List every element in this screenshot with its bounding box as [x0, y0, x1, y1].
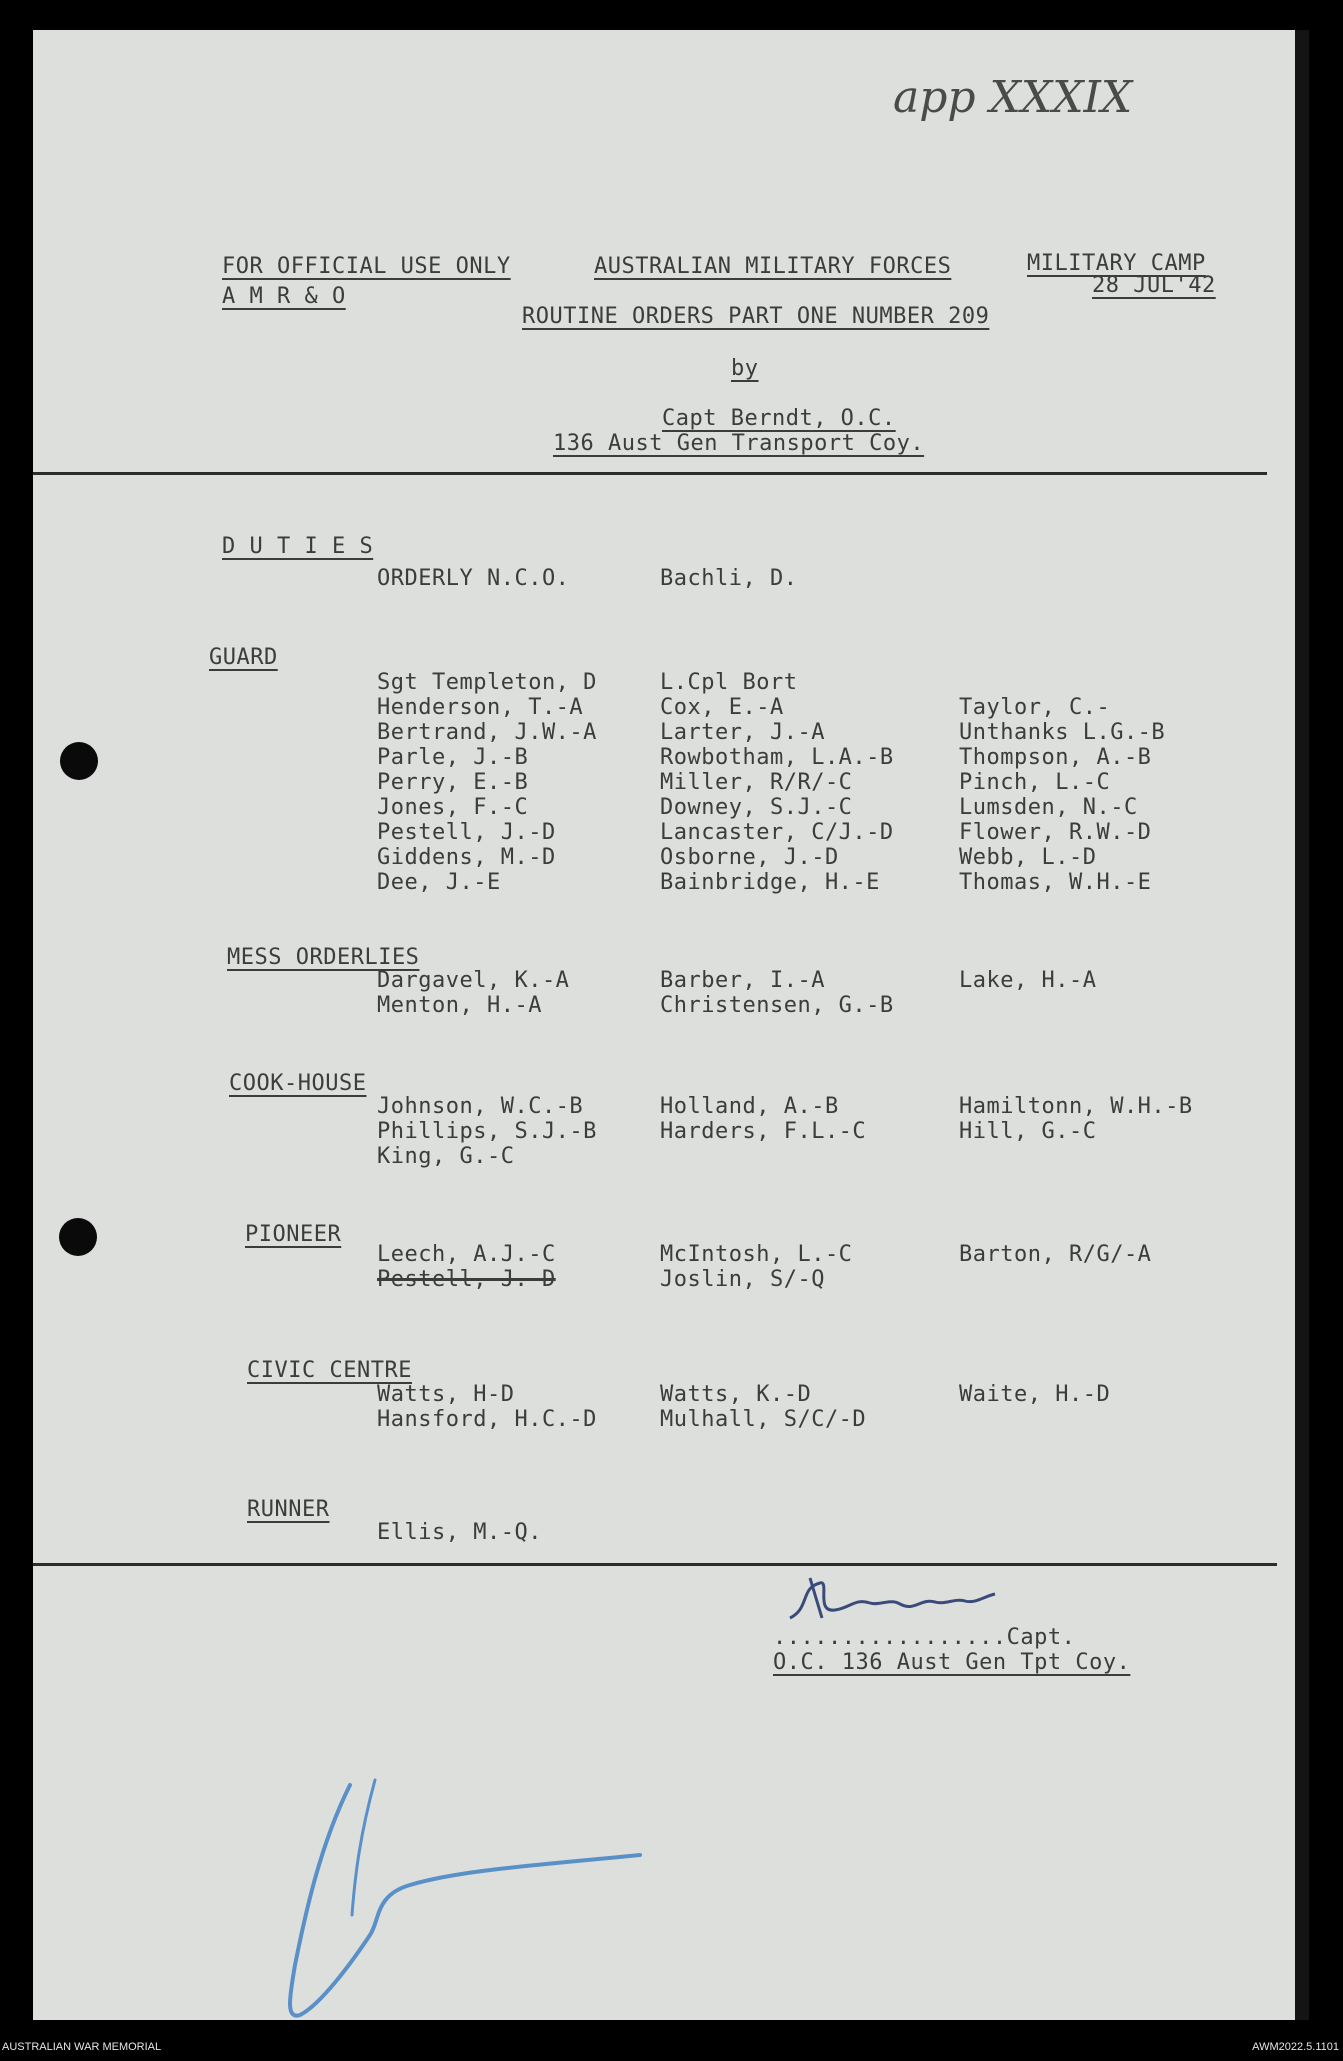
mess-orderlies-heading: MESS ORDERLIES — [227, 945, 420, 970]
list-item: Cox, E.-A — [660, 695, 784, 720]
list-item: Perry, E.-B — [377, 770, 529, 795]
orders-title: ROUTINE ORDERS PART ONE NUMBER 209 — [522, 304, 990, 329]
list-item: Bertrand, J.W.-A — [377, 720, 597, 745]
list-item: Henderson, T.-A — [377, 695, 584, 720]
handwritten-annotation: app XXXIX — [893, 72, 1133, 123]
punch-hole — [60, 742, 98, 780]
list-item: Sgt Templeton, D — [377, 670, 597, 695]
organisation-text: AUSTRALIAN MILITARY FORCES — [594, 254, 952, 279]
date-text: 28 JUL'42 — [1092, 273, 1216, 298]
footer-right: AWM2022.5.1101 — [1252, 2041, 1339, 2053]
code-text: A M R & O — [222, 284, 346, 309]
list-item: Unthanks L.G.-B — [959, 720, 1166, 745]
list-item: Phillips, S.J.-B — [377, 1119, 597, 1144]
officer-text: Capt Berndt, O.C. — [662, 406, 896, 431]
list-item: Leech, A.J.-C — [377, 1242, 556, 1267]
list-item: Johnson, W.C.-B — [377, 1094, 584, 1119]
page-edge — [1295, 30, 1309, 2020]
list-item: Pestell, J.-D — [377, 820, 556, 845]
list-item: Dargavel, K.-A — [377, 968, 570, 993]
orderly-name: Bachli, D. — [660, 566, 798, 591]
list-item: Hansford, H.C.-D — [377, 1407, 597, 1432]
list-item: Pinch, L.-C — [959, 770, 1111, 795]
list-item: Flower, R.W.-D — [959, 820, 1152, 845]
list-item: Barber, I.-A — [660, 968, 825, 993]
list-item: Lumsden, N.-C — [959, 795, 1138, 820]
pencil-mark — [280, 1765, 680, 2035]
list-item: Osborne, J.-D — [660, 845, 839, 870]
list-item: Barton, R/G/-A — [959, 1242, 1152, 1267]
list-item: Thompson, A.-B — [959, 745, 1152, 770]
signature-line: .................Capt. — [773, 1625, 1076, 1650]
guard-heading: GUARD — [209, 645, 278, 670]
orderly-label: ORDERLY N.C.O. — [377, 566, 570, 591]
list-item: Hamiltonn, W.H.-B — [959, 1094, 1193, 1119]
civic-centre-heading: CIVIC CENTRE — [247, 1358, 412, 1383]
cook-house-heading: COOK-HOUSE — [229, 1071, 367, 1096]
list-item: Miller, R/R/-C — [660, 770, 853, 795]
list-item: Larter, J.-A — [660, 720, 825, 745]
list-item: Parle, J.-B — [377, 745, 529, 770]
list-item: Thomas, W.H.-E — [959, 870, 1152, 895]
pioneer-heading: PIONEER — [245, 1222, 342, 1247]
list-item: Watts, K.-D — [660, 1382, 812, 1407]
classification-text: FOR OFFICIAL USE ONLY — [222, 254, 511, 279]
list-item: Rowbotham, L.A.-B — [660, 745, 894, 770]
list-item: Dee, J.-E — [377, 870, 501, 895]
header-rule — [33, 472, 1267, 475]
footer-rule — [33, 1563, 1277, 1566]
list-item: King, G.-C — [377, 1144, 515, 1169]
list-item: Lake, H.-A — [959, 968, 1097, 993]
unit-text: 136 Aust Gen Transport Coy. — [553, 431, 925, 456]
list-item: Waite, H.-D — [959, 1382, 1111, 1407]
list-item: Bainbridge, H.-E — [660, 870, 880, 895]
list-item: L.Cpl Bort — [660, 670, 798, 695]
list-item: Harders, F.L.-C — [660, 1119, 867, 1144]
signature-scribble — [780, 1568, 1010, 1633]
list-item: Downey, S.J.-C — [660, 795, 853, 820]
list-item: Mulhall, S/C/-D — [660, 1407, 867, 1432]
by-text: by — [731, 356, 759, 381]
list-item: McIntosh, L.-C — [660, 1242, 853, 1267]
list-item: Hill, G.-C — [959, 1119, 1097, 1144]
list-item: Holland, A.-B — [660, 1094, 839, 1119]
duties-heading: D U T I E S — [222, 534, 374, 559]
list-item: Webb, L.-D — [959, 845, 1097, 870]
list-item: Taylor, C.- — [959, 695, 1111, 720]
list-item: Joslin, S/-Q — [660, 1267, 825, 1292]
list-item: Giddens, M.-D — [377, 845, 556, 870]
punch-hole — [59, 1218, 97, 1256]
struck-list-item: Pestell, J.-D — [377, 1267, 556, 1292]
list-item: Ellis, M.-Q. — [377, 1520, 542, 1545]
list-item: Watts, H-D — [377, 1382, 515, 1407]
list-item: Lancaster, C/J.-D — [660, 820, 894, 845]
signature-unit: O.C. 136 Aust Gen Tpt Coy. — [773, 1650, 1131, 1675]
runner-heading: RUNNER — [247, 1497, 330, 1522]
location-text: MILITARY CAMP — [1027, 251, 1206, 276]
list-item: Jones, F.-C — [377, 795, 529, 820]
list-item: Menton, H.-A — [377, 993, 542, 1018]
list-item: Christensen, G.-B — [660, 993, 894, 1018]
footer-left: AUSTRALIAN WAR MEMORIAL — [2, 2041, 162, 2053]
